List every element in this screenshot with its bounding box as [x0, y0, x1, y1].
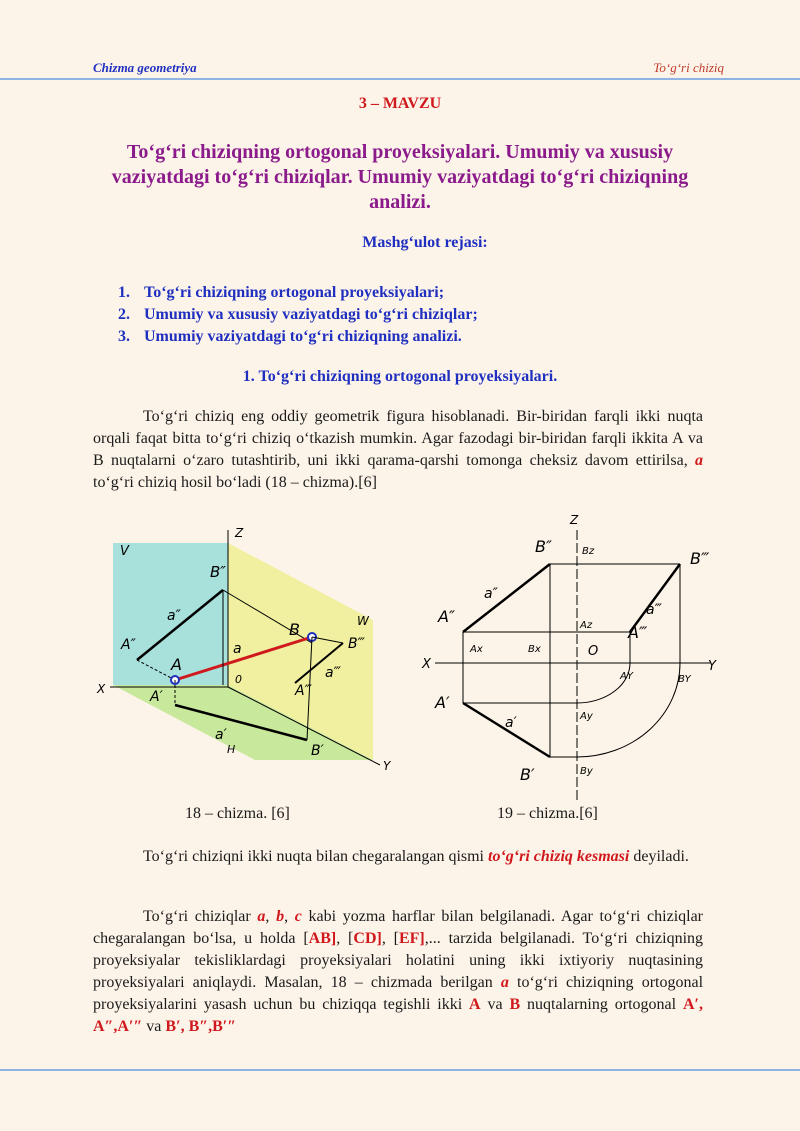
svg-text:a‴: a‴ [646, 602, 662, 618]
svg-text:Bx: Bx [528, 644, 541, 655]
svg-text:V: V [120, 544, 129, 559]
svg-text:By: By [580, 766, 593, 777]
plan-list [118, 282, 478, 348]
svg-text:Bz: Bz [582, 546, 595, 557]
svg-text:A‴: A‴ [628, 623, 648, 642]
svg-text:Ax: Ax [470, 644, 483, 655]
svg-text:Ay: Ay [580, 711, 593, 722]
svg-text:a″: a″ [484, 586, 498, 602]
header-subject: Chizma geometriya [93, 60, 197, 75]
caption-fig-18: 18 – chizma. [6] [185, 805, 290, 822]
svg-text:Z: Z [570, 513, 579, 527]
svg-text:a′: a′ [505, 715, 517, 731]
paragraph-3: To‘g‘ri chiziqlar a, b, c kabi yozma harflar bilan belgilanadi. Agar to‘g‘ri chiziqlar chegaralangan bo‘lsa, u holda [AB], [CD], [EF],... tarzida belgilanadi. To‘g‘ri chiziqning proyeksiyalar tekisliklardagi proyeksiyalari holatini uning ikki ixtiyoriy nuqtasining proyeksiyalari aniqlaydi. Masalan, 18 – chizmada berilgan a to‘g‘ri chiziqning ortogonal proyeksiyalarini yasash uchun bu chiziqqa tegishli ikki A va B nuqtalarning ortogonal A′, A″,A′″ va B′, B″,B′″ [93, 908, 704, 1035]
svg-text:B″: B″ [210, 563, 226, 581]
list-item: 1. To‘g‘ri chiziqning ortogonal proyeksiyalari; [118, 284, 445, 301]
caption-fig-19: 19 – chizma.[6] [497, 805, 598, 822]
svg-text:A′: A′ [435, 693, 450, 712]
svg-text:a: a [233, 641, 242, 657]
svg-text:X: X [97, 682, 106, 696]
paragraph-1: To‘g‘ri chiziq eng oddiy geometrik figura hisoblanadi. Bir-biridan farqli ikki nuqta orqali faqat bitta to‘g‘ri chiziq o‘tkazish mumkin. Agar fazodagi bir-biridan farqli ikkita A va B nuqtalarni o‘zaro tutashtirib, uni ikki qarama-qarshi tomonga cheksiz davom ettirilsa, a to‘g‘ri chiziq hosil bo‘ladi (18 – chizma).[6] [93, 408, 703, 491]
topic-number: 3 – MAVZU [358, 95, 442, 112]
page-title: To‘g‘ri chiziqning ortogonal proyeksiyalari. Umumiy va xususiy vaziyatdagi to‘g‘ri chiziqlar. Umumiy vaziyatdagi to‘g‘ri chiziqning analizi. [111, 141, 689, 213]
section-heading: 1. To‘g‘ri chiziqning ortogonal proyeksiyalari. [242, 368, 558, 385]
header-divider [0, 78, 800, 80]
svg-text:O: O [588, 644, 599, 659]
svg-text:Y: Y [708, 659, 716, 674]
svg-text:B′: B′ [520, 765, 535, 784]
svg-text:A′: A′ [150, 689, 163, 705]
svg-text:Z: Z [235, 526, 244, 540]
svg-text:0: 0 [235, 673, 242, 686]
svg-text:A″: A″ [438, 607, 455, 626]
svg-text:B‴: B‴ [348, 636, 365, 652]
page-header [93, 58, 724, 80]
svg-text:B″: B″ [535, 537, 552, 556]
svg-text:B′: B′ [311, 743, 324, 759]
svg-text:BY: BY [678, 674, 691, 685]
svg-text:X: X [422, 657, 431, 672]
figure-19 [420, 512, 725, 802]
svg-text:A‴: A‴ [295, 683, 312, 699]
svg-text:Az: Az [580, 620, 593, 631]
svg-text:B: B [289, 620, 300, 639]
svg-text:AY: AY [620, 671, 633, 682]
figure-18 [95, 525, 395, 785]
paragraph-2: To‘g‘ri chiziqni ikki nuqta bilan chegaralangan qismi to‘g‘ri chiziq kesmasi deyiladi. [143, 848, 689, 865]
plan-heading: Mashg‘ulot rejasi: [362, 234, 488, 251]
svg-text:B‴: B‴ [690, 549, 710, 568]
svg-text:Y: Y [383, 759, 391, 773]
svg-text:A″: A″ [121, 637, 136, 653]
header-topic: To‘g‘ri chiziq [653, 60, 724, 75]
svg-text:W: W [357, 614, 369, 628]
svg-text:a″: a″ [167, 608, 181, 624]
svg-text:a‴: a‴ [325, 665, 341, 681]
list-item: 3. Umumiy vaziyatdagi to‘g‘ri chiziqning analizi. [118, 328, 462, 345]
list-item: 2. Umumiy va xususiy vaziyatdagi to‘g‘ri chiziqlar; [118, 306, 478, 323]
svg-text:H: H [227, 743, 236, 756]
svg-text:a′: a′ [215, 727, 227, 743]
svg-text:A: A [171, 655, 182, 674]
footer-divider [0, 1069, 800, 1071]
